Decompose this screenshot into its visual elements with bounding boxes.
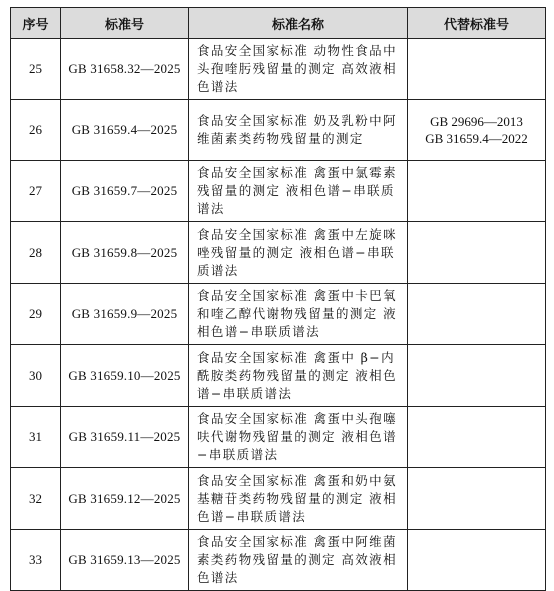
table-header-row	[11, 8, 546, 39]
row-seq: 32	[11, 468, 61, 530]
table-row	[11, 284, 546, 345]
table-row	[11, 100, 546, 161]
row-standard-name: 食品安全国家标准 动物性食品中头孢喹肟残留量的测定 高效液相色谱法	[189, 39, 408, 100]
row-replaced-standard	[408, 530, 546, 591]
row-seq: 30	[11, 345, 61, 407]
row-seq: 31	[11, 407, 61, 468]
row-replaced-standard	[408, 284, 546, 345]
row-standard-number: GB 31659.8—2025	[61, 222, 189, 284]
row-replaced-standard	[408, 468, 546, 530]
row-seq: 27	[11, 161, 61, 222]
row-standard-name: 食品安全国家标准 禽蛋中阿维菌素类药物残留量的测定 高效液相色谱法	[189, 530, 408, 591]
row-replaced-standard	[408, 100, 546, 161]
header-replaced-standard: 代替标准号	[408, 8, 546, 39]
row-standard-number: GB 31659.7—2025	[61, 161, 189, 222]
row-standard-name: 食品安全国家标准 禽蛋中左旋咪唑残留量的测定 液相色谱−串联质谱法	[189, 222, 408, 284]
row-seq: 33	[11, 530, 61, 591]
header-standard-name: 标准名称	[189, 8, 408, 39]
row-seq: 28	[11, 222, 61, 284]
table-row	[11, 222, 546, 284]
table-row	[11, 161, 546, 222]
row-standard-name: 食品安全国家标准 禽蛋和奶中氨基糖苷类药物残留量的测定 液相色谱−串联质谱法	[189, 468, 408, 530]
table-row	[11, 407, 546, 468]
row-standard-name: 食品安全国家标准 禽蛋中 β−内酰胺类药物残留量的测定 液相色谱−串联质谱法	[189, 345, 408, 407]
table-row	[11, 39, 546, 100]
row-standard-number: GB 31659.11—2025	[61, 407, 189, 468]
row-standard-name: 食品安全国家标准 禽蛋中头孢噻呋代谢物残留量的测定 液相色谱−串联质谱法	[189, 407, 408, 468]
row-replaced-standard	[408, 161, 546, 222]
row-replaced-standard	[408, 407, 546, 468]
standards-table	[10, 7, 546, 591]
row-standard-number: GB 31659.13—2025	[61, 530, 189, 591]
row-seq: 26	[11, 100, 61, 161]
table-row	[11, 530, 546, 591]
replaced-standard-2: GB 31659.4—2022	[425, 131, 528, 146]
replaced-standard-1: GB 29696—2013	[430, 114, 523, 129]
row-replaced-standard	[408, 39, 546, 100]
row-standard-name: 食品安全国家标准 奶及乳粉中阿维菌素类药物残留量的测定	[189, 100, 408, 161]
row-seq: 25	[11, 39, 61, 100]
header-standard-number: 标准号	[61, 8, 189, 39]
row-standard-number: GB 31659.4—2025	[61, 100, 189, 161]
row-replaced-standard	[408, 222, 546, 284]
table-row	[11, 468, 546, 530]
table-row	[11, 345, 546, 407]
row-standard-number: GB 31658.32—2025	[61, 39, 189, 100]
row-standard-number: GB 31659.12—2025	[61, 468, 189, 530]
row-standard-name: 食品安全国家标准 禽蛋中氯霉素残留量的测定 液相色谱−串联质谱法	[189, 161, 408, 222]
row-standard-number: GB 31659.9—2025	[61, 284, 189, 345]
row-replaced-standard	[408, 345, 546, 407]
row-standard-number: GB 31659.10—2025	[61, 345, 189, 407]
row-seq: 29	[11, 284, 61, 345]
standards-table-container	[10, 7, 545, 591]
row-standard-name: 食品安全国家标准 禽蛋中卡巴氧和喹乙醇代谢物残留量的测定 液相色谱−串联质谱法	[189, 284, 408, 345]
header-seq: 序号	[11, 8, 61, 39]
